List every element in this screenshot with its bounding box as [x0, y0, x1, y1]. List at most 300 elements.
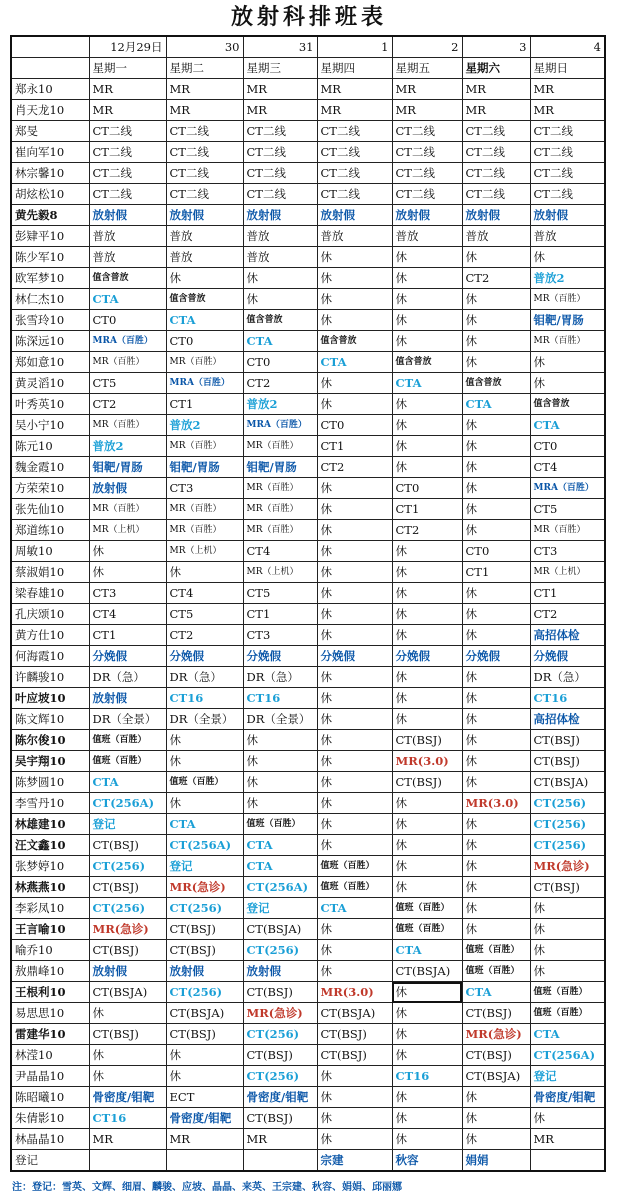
shift-cell[interactable]: 休 — [317, 667, 392, 688]
shift-cell[interactable]: CT4 — [166, 583, 243, 604]
shift-cell[interactable]: CT1 — [462, 562, 530, 583]
shift-cell[interactable]: 休 — [166, 1066, 243, 1087]
shift-cell[interactable]: 分娩假 — [243, 646, 317, 667]
staff-name-cell[interactable]: 林雄建10 — [11, 814, 89, 835]
shift-cell[interactable]: 休 — [462, 1087, 530, 1108]
shift-cell[interactable]: CT(256A) — [243, 877, 317, 898]
staff-name-cell[interactable]: 彭肄平10 — [11, 226, 89, 247]
shift-cell[interactable]: 普放 — [243, 247, 317, 268]
shift-cell[interactable]: CT(256) — [243, 940, 317, 961]
shift-cell[interactable]: CT0 — [166, 331, 243, 352]
shift-cell[interactable]: MR（百胜） — [530, 331, 605, 352]
shift-cell[interactable]: 休 — [462, 709, 530, 730]
shift-cell[interactable]: CT0 — [243, 352, 317, 373]
shift-cell[interactable]: 休 — [317, 268, 392, 289]
shift-cell[interactable]: 值含普放 — [392, 352, 462, 373]
shift-cell[interactable]: CT二线 — [530, 142, 605, 163]
shift-cell[interactable]: 休 — [317, 562, 392, 583]
shift-cell[interactable]: CT(256) — [166, 982, 243, 1003]
shift-cell[interactable]: CT二线 — [243, 163, 317, 184]
shift-cell[interactable]: 放射假 — [89, 961, 166, 982]
shift-cell[interactable]: CT(256) — [530, 793, 605, 814]
shift-cell[interactable]: CT(BSJA) — [462, 1066, 530, 1087]
shift-cell[interactable]: CT(BSJ) — [462, 1003, 530, 1024]
shift-cell[interactable]: CT5 — [530, 499, 605, 520]
staff-name-cell[interactable]: 林燕燕10 — [11, 877, 89, 898]
shift-cell[interactable]: MR（百胜） — [89, 415, 166, 436]
shift-cell[interactable]: CT(256) — [166, 898, 243, 919]
shift-cell[interactable]: 休 — [392, 1045, 462, 1066]
staff-name-cell[interactable]: 许麟骏10 — [11, 667, 89, 688]
shift-cell[interactable]: 休 — [243, 730, 317, 751]
shift-cell[interactable]: 休 — [392, 331, 462, 352]
shift-cell[interactable]: CT二线 — [89, 184, 166, 205]
shift-cell[interactable]: 休 — [392, 688, 462, 709]
shift-cell[interactable]: 休 — [392, 268, 462, 289]
shift-cell[interactable]: CT3 — [89, 583, 166, 604]
staff-name-cell[interactable]: 郑旻 — [11, 121, 89, 142]
shift-cell[interactable]: 休 — [462, 856, 530, 877]
shift-cell[interactable]: 休 — [462, 1108, 530, 1129]
shift-cell[interactable]: 分娩假 — [392, 646, 462, 667]
staff-name-cell[interactable]: 欧军梦10 — [11, 268, 89, 289]
shift-cell[interactable]: 休 — [462, 835, 530, 856]
shift-cell[interactable]: CT(BSJ) — [89, 877, 166, 898]
shift-cell[interactable]: MR — [166, 1129, 243, 1150]
staff-name-cell[interactable]: 雷建华10 — [11, 1024, 89, 1045]
shift-cell[interactable]: 普放 — [89, 226, 166, 247]
shift-cell[interactable]: 休 — [317, 625, 392, 646]
shift-cell[interactable]: 休 — [462, 331, 530, 352]
staff-name-cell[interactable]: 陈少军10 — [11, 247, 89, 268]
shift-cell[interactable] — [530, 1150, 605, 1172]
shift-cell[interactable]: CT(BSJ) — [243, 1108, 317, 1129]
staff-name-cell[interactable]: 肖天龙10 — [11, 100, 89, 121]
shift-cell[interactable]: MR（上机） — [89, 520, 166, 541]
shift-cell[interactable]: CT16 — [243, 688, 317, 709]
shift-cell[interactable]: 钼靶/胃肠 — [89, 457, 166, 478]
shift-cell[interactable]: 值班（百胜） — [317, 877, 392, 898]
shift-cell[interactable]: CT二线 — [243, 121, 317, 142]
shift-cell[interactable]: CT16 — [89, 1108, 166, 1129]
shift-cell[interactable]: DR（全景） — [243, 709, 317, 730]
shift-cell[interactable]: CT2 — [243, 373, 317, 394]
shift-cell[interactable]: CT二线 — [530, 184, 605, 205]
shift-cell[interactable]: 休 — [462, 604, 530, 625]
staff-name-cell[interactable]: 林滢10 — [11, 1045, 89, 1066]
shift-cell[interactable]: 值含普放 — [166, 289, 243, 310]
shift-cell[interactable]: 分娩假 — [530, 646, 605, 667]
shift-cell[interactable]: MR(急诊) — [243, 1003, 317, 1024]
shift-cell[interactable]: 休 — [317, 247, 392, 268]
shift-cell[interactable]: CT16 — [392, 1066, 462, 1087]
shift-cell[interactable]: 休 — [392, 1108, 462, 1129]
shift-cell[interactable]: MR — [317, 79, 392, 100]
shift-cell[interactable]: 休 — [89, 1066, 166, 1087]
shift-cell[interactable]: 休 — [89, 541, 166, 562]
shift-cell[interactable]: 值含普放 — [317, 331, 392, 352]
staff-name-cell[interactable]: 陈尔俊10 — [11, 730, 89, 751]
shift-cell[interactable]: 休 — [317, 730, 392, 751]
shift-cell[interactable]: 休 — [392, 310, 462, 331]
shift-cell[interactable]: 休 — [166, 793, 243, 814]
shift-cell[interactable]: 休 — [530, 961, 605, 982]
shift-cell[interactable]: 值含普放 — [89, 268, 166, 289]
shift-cell[interactable]: MR — [317, 100, 392, 121]
shift-cell[interactable]: MR(急诊) — [462, 1024, 530, 1045]
shift-cell[interactable]: DR（急） — [243, 667, 317, 688]
shift-cell[interactable]: CT二线 — [89, 121, 166, 142]
shift-cell[interactable]: MR（百胜） — [166, 352, 243, 373]
shift-cell[interactable]: 休 — [392, 1129, 462, 1150]
shift-cell[interactable]: 休 — [317, 604, 392, 625]
shift-cell[interactable]: 休 — [462, 898, 530, 919]
shift-cell[interactable]: CT3 — [243, 625, 317, 646]
shift-cell[interactable]: CT二线 — [462, 163, 530, 184]
shift-cell[interactable]: CT2 — [89, 394, 166, 415]
shift-cell[interactable]: CT0 — [392, 478, 462, 499]
shift-cell[interactable]: CT二线 — [166, 121, 243, 142]
shift-cell[interactable]: MR(急诊) — [166, 877, 243, 898]
shift-cell[interactable]: CT二线 — [166, 163, 243, 184]
shift-cell[interactable]: CT4 — [243, 541, 317, 562]
shift-cell[interactable]: MR（百胜） — [243, 478, 317, 499]
shift-cell[interactable]: CT二线 — [166, 184, 243, 205]
shift-cell[interactable]: 值含普放 — [462, 373, 530, 394]
shift-cell[interactable]: 高招体检 — [530, 625, 605, 646]
shift-cell[interactable]: 休 — [317, 394, 392, 415]
shift-cell[interactable]: 休 — [462, 352, 530, 373]
shift-cell[interactable]: 休 — [317, 289, 392, 310]
shift-cell[interactable]: 放射假 — [317, 205, 392, 226]
shift-cell[interactable]: MR（上机） — [530, 562, 605, 583]
shift-cell[interactable]: CT(BSJ) — [317, 1024, 392, 1045]
shift-cell[interactable]: 休 — [317, 772, 392, 793]
shift-cell[interactable]: 普放 — [530, 226, 605, 247]
shift-cell[interactable]: MR（上机） — [243, 562, 317, 583]
shift-cell[interactable]: 休 — [392, 541, 462, 562]
shift-cell[interactable]: 休 — [317, 835, 392, 856]
staff-name-cell[interactable]: 叶秀英10 — [11, 394, 89, 415]
shift-cell[interactable]: DR（急） — [89, 667, 166, 688]
shift-cell[interactable]: CT5 — [166, 604, 243, 625]
shift-cell[interactable] — [243, 1150, 317, 1172]
shift-cell[interactable]: CTA — [166, 310, 243, 331]
staff-name-cell[interactable]: 吴小宁10 — [11, 415, 89, 436]
shift-cell[interactable]: MR（上机） — [166, 541, 243, 562]
shift-cell[interactable]: 普放2 — [530, 268, 605, 289]
shift-cell[interactable]: CT(BSJA) — [317, 1003, 392, 1024]
shift-cell[interactable]: 休 — [392, 856, 462, 877]
staff-name-cell[interactable]: 何海霞10 — [11, 646, 89, 667]
shift-cell[interactable]: 休 — [392, 709, 462, 730]
staff-name-cell[interactable]: 陈昭曦10 — [11, 1087, 89, 1108]
shift-cell[interactable]: 休 — [392, 625, 462, 646]
shift-cell[interactable]: MR — [462, 79, 530, 100]
shift-cell[interactable]: 普放 — [317, 226, 392, 247]
staff-name-cell[interactable]: 梁春雄10 — [11, 583, 89, 604]
shift-cell[interactable]: 放射假 — [89, 205, 166, 226]
shift-cell[interactable]: 放射假 — [243, 961, 317, 982]
shift-cell[interactable]: 休 — [317, 373, 392, 394]
shift-cell[interactable]: CT(BSJ) — [89, 1024, 166, 1045]
shift-cell[interactable]: CT(256) — [530, 814, 605, 835]
shift-cell[interactable]: MR（百胜） — [89, 499, 166, 520]
shift-cell[interactable]: 分娩假 — [166, 646, 243, 667]
shift-cell[interactable]: CT二线 — [89, 163, 166, 184]
shift-cell[interactable]: CT二线 — [392, 163, 462, 184]
shift-cell[interactable]: CTA — [317, 352, 392, 373]
staff-name-cell[interactable]: 张梦婷10 — [11, 856, 89, 877]
staff-name-cell[interactable]: 登记 — [11, 1150, 89, 1172]
shift-cell[interactable]: CT(256) — [530, 835, 605, 856]
shift-cell[interactable]: 休 — [530, 1108, 605, 1129]
shift-cell[interactable]: 普放 — [462, 226, 530, 247]
shift-cell[interactable]: 休 — [89, 1003, 166, 1024]
shift-cell[interactable]: 休 — [317, 1108, 392, 1129]
shift-cell[interactable]: 分娩假 — [462, 646, 530, 667]
shift-cell[interactable]: 休 — [462, 667, 530, 688]
shift-cell[interactable]: 休 — [89, 562, 166, 583]
shift-cell[interactable]: 休 — [462, 436, 530, 457]
shift-cell[interactable]: CTA — [530, 1024, 605, 1045]
shift-cell[interactable]: 休 — [462, 751, 530, 772]
shift-cell[interactable]: CT0 — [317, 415, 392, 436]
shift-cell[interactable]: MR — [243, 1129, 317, 1150]
shift-cell[interactable]: 值含普放 — [243, 310, 317, 331]
shift-cell[interactable]: CT(BSJ) — [166, 940, 243, 961]
staff-name-cell[interactable]: 陈梦圆10 — [11, 772, 89, 793]
shift-cell[interactable]: MR（百胜） — [243, 436, 317, 457]
shift-cell[interactable]: CT二线 — [392, 121, 462, 142]
staff-name-cell[interactable]: 林仁杰10 — [11, 289, 89, 310]
shift-cell[interactable]: 钼靶/胃肠 — [530, 310, 605, 331]
shift-cell[interactable]: CT1 — [392, 499, 462, 520]
shift-cell[interactable]: CT1 — [530, 583, 605, 604]
staff-name-cell[interactable]: 张先仙10 — [11, 499, 89, 520]
shift-cell[interactable]: 登记 — [530, 1066, 605, 1087]
shift-cell[interactable]: 休 — [317, 1129, 392, 1150]
shift-cell[interactable]: 骨密度/钼靶 — [530, 1087, 605, 1108]
shift-cell[interactable]: MRA（百胜） — [243, 415, 317, 436]
shift-cell[interactable]: CT2 — [462, 268, 530, 289]
shift-cell[interactable]: CT(256) — [89, 856, 166, 877]
shift-cell[interactable]: CT二线 — [317, 142, 392, 163]
shift-cell[interactable]: 高招体检 — [530, 709, 605, 730]
shift-cell[interactable]: 普放2 — [89, 436, 166, 457]
shift-cell[interactable]: CT(BSJA) — [166, 1003, 243, 1024]
shift-cell[interactable]: CT(BSJ) — [530, 877, 605, 898]
shift-cell[interactable]: CT(BSJ) — [166, 919, 243, 940]
shift-cell[interactable]: 值班（百胜） — [317, 856, 392, 877]
shift-cell[interactable]: MR（百胜） — [530, 289, 605, 310]
shift-cell[interactable]: 休 — [166, 1045, 243, 1066]
shift-cell[interactable]: MR（百胜） — [166, 499, 243, 520]
shift-cell[interactable]: MR — [392, 100, 462, 121]
shift-cell[interactable]: CT二线 — [317, 121, 392, 142]
shift-cell[interactable]: CT(256A) — [530, 1045, 605, 1066]
shift-cell[interactable]: CT4 — [89, 604, 166, 625]
shift-cell[interactable] — [166, 1150, 243, 1172]
shift-cell[interactable]: 休 — [462, 499, 530, 520]
shift-cell[interactable]: MR — [243, 79, 317, 100]
shift-cell[interactable]: CT(256A) — [166, 835, 243, 856]
shift-cell[interactable]: CT(256) — [243, 1024, 317, 1045]
shift-cell[interactable]: MR — [89, 79, 166, 100]
shift-cell[interactable]: CT二线 — [462, 121, 530, 142]
shift-cell[interactable]: CT(BSJ) — [243, 982, 317, 1003]
shift-cell[interactable]: 休 — [317, 709, 392, 730]
shift-cell[interactable]: 骨密度/钼靶 — [89, 1087, 166, 1108]
shift-cell[interactable]: CT二线 — [530, 163, 605, 184]
shift-cell[interactable]: CT(256) — [243, 1066, 317, 1087]
shift-cell[interactable]: 休 — [462, 1129, 530, 1150]
staff-name-cell[interactable]: 汪文鑫10 — [11, 835, 89, 856]
shift-cell[interactable]: 休 — [317, 751, 392, 772]
shift-cell[interactable]: CT(BSJA) — [89, 982, 166, 1003]
shift-cell[interactable]: CT二线 — [166, 142, 243, 163]
shift-cell[interactable]: 休 — [392, 604, 462, 625]
shift-cell[interactable]: 休 — [392, 814, 462, 835]
shift-cell[interactable]: 放射假 — [89, 478, 166, 499]
shift-cell[interactable]: CT(BSJ) — [89, 940, 166, 961]
shift-cell[interactable]: MRA（百胜） — [530, 478, 605, 499]
shift-cell[interactable]: CT2 — [317, 457, 392, 478]
shift-cell[interactable]: 休 — [317, 478, 392, 499]
shift-cell[interactable]: MRA（百胜） — [166, 373, 243, 394]
shift-cell[interactable]: CT16 — [530, 688, 605, 709]
shift-cell[interactable]: 普放 — [392, 226, 462, 247]
shift-cell[interactable]: CT二线 — [317, 184, 392, 205]
shift-cell[interactable]: MR — [243, 100, 317, 121]
shift-cell[interactable]: CT(BSJ) — [392, 772, 462, 793]
shift-cell[interactable]: 放射假 — [166, 205, 243, 226]
shift-cell[interactable]: 分娩假 — [89, 646, 166, 667]
staff-name-cell[interactable]: 林晶晶10 — [11, 1129, 89, 1150]
shift-cell[interactable]: MR(3.0) — [392, 751, 462, 772]
shift-cell[interactable]: MR — [530, 1129, 605, 1150]
staff-name-cell[interactable]: 郑道练10 — [11, 520, 89, 541]
shift-cell[interactable]: 放射假 — [530, 205, 605, 226]
shift-cell[interactable]: 休 — [243, 793, 317, 814]
shift-cell[interactable]: 普放 — [243, 226, 317, 247]
shift-cell[interactable]: 休 — [392, 415, 462, 436]
shift-cell[interactable]: 休 — [243, 268, 317, 289]
staff-name-cell[interactable]: 李彩凤10 — [11, 898, 89, 919]
shift-cell[interactable]: 休 — [243, 751, 317, 772]
staff-name-cell[interactable]: 林宗馨10 — [11, 163, 89, 184]
shift-cell[interactable]: MR — [392, 79, 462, 100]
shift-cell[interactable]: CTA — [243, 331, 317, 352]
staff-name-cell[interactable]: 胡炫松10 — [11, 184, 89, 205]
shift-cell[interactable]: 值含普放 — [530, 394, 605, 415]
shift-cell[interactable]: 休 — [317, 919, 392, 940]
shift-cell[interactable]: 休 — [462, 814, 530, 835]
shift-cell[interactable]: DR（全景） — [166, 709, 243, 730]
shift-cell[interactable]: 休 — [530, 919, 605, 940]
shift-cell[interactable]: 值班（百胜） — [530, 1003, 605, 1024]
shift-cell[interactable]: 休 — [392, 835, 462, 856]
shift-cell[interactable]: MR(急诊) — [530, 856, 605, 877]
shift-cell[interactable]: CT(BSJA) — [530, 772, 605, 793]
shift-cell[interactable]: 放射假 — [462, 205, 530, 226]
shift-cell[interactable]: CT3 — [530, 541, 605, 562]
staff-name-cell[interactable]: 吴宇翔10 — [11, 751, 89, 772]
shift-cell[interactable]: CT二线 — [462, 184, 530, 205]
shift-cell[interactable]: DR（全景） — [89, 709, 166, 730]
staff-name-cell[interactable]: 敖鼎峰10 — [11, 961, 89, 982]
shift-cell[interactable]: 休 — [392, 394, 462, 415]
shift-cell[interactable]: MR（百胜） — [243, 499, 317, 520]
shift-cell[interactable]: DR（急） — [530, 667, 605, 688]
staff-name-cell[interactable]: 魏金霞10 — [11, 457, 89, 478]
shift-cell[interactable]: 休 — [392, 1003, 462, 1024]
staff-name-cell[interactable]: 黄先毅8 — [11, 205, 89, 226]
shift-cell[interactable]: 普放2 — [166, 415, 243, 436]
shift-cell[interactable]: CT0 — [530, 436, 605, 457]
shift-cell[interactable]: 休 — [530, 247, 605, 268]
shift-cell[interactable]: 骨密度/钼靶 — [243, 1087, 317, 1108]
shift-cell[interactable]: 休 — [392, 436, 462, 457]
shift-cell[interactable]: CTA — [392, 940, 462, 961]
shift-cell[interactable]: MR — [530, 79, 605, 100]
shift-cell[interactable]: DR（急） — [166, 667, 243, 688]
shift-cell[interactable]: 登记 — [243, 898, 317, 919]
shift-cell[interactable]: 休 — [462, 310, 530, 331]
shift-cell[interactable]: 普放 — [166, 247, 243, 268]
shift-cell[interactable]: MR(3.0) — [317, 982, 392, 1003]
shift-cell[interactable]: CT4 — [530, 457, 605, 478]
shift-cell[interactable]: MR — [89, 1129, 166, 1150]
staff-name-cell[interactable]: 尹晶晶10 — [11, 1066, 89, 1087]
shift-cell[interactable]: 娟娟 — [462, 1150, 530, 1172]
shift-cell[interactable]: 普放2 — [243, 394, 317, 415]
shift-cell[interactable]: CT二线 — [317, 163, 392, 184]
shift-cell[interactable]: 休 — [243, 289, 317, 310]
shift-cell[interactable]: CT二线 — [462, 142, 530, 163]
staff-name-cell[interactable]: 王言喻10 — [11, 919, 89, 940]
shift-cell[interactable]: CT(BSJA) — [392, 961, 462, 982]
shift-cell[interactable]: 休 — [462, 877, 530, 898]
staff-name-cell[interactable]: 叶应坡10 — [11, 688, 89, 709]
shift-cell[interactable]: 休 — [392, 1024, 462, 1045]
shift-cell[interactable]: MR — [166, 100, 243, 121]
shift-cell[interactable]: 休 — [317, 583, 392, 604]
staff-name-cell[interactable]: 黄灵滔10 — [11, 373, 89, 394]
shift-cell[interactable]: CT(BSJ) — [317, 1045, 392, 1066]
shift-cell[interactable]: MR（百胜） — [166, 520, 243, 541]
shift-cell[interactable]: CT5 — [243, 583, 317, 604]
shift-cell[interactable]: 骨密度/钼靶 — [166, 1108, 243, 1129]
shift-cell[interactable]: 休 — [317, 499, 392, 520]
shift-cell[interactable]: 分娩假 — [317, 646, 392, 667]
shift-cell[interactable]: CT5 — [89, 373, 166, 394]
staff-name-cell[interactable]: 黄方仕10 — [11, 625, 89, 646]
shift-cell[interactable]: MR(3.0) — [462, 793, 530, 814]
shift-cell[interactable]: 休 — [462, 688, 530, 709]
shift-cell[interactable]: 休 — [317, 1066, 392, 1087]
shift-cell[interactable]: 休 — [530, 373, 605, 394]
staff-name-cell[interactable]: 孔庆颂10 — [11, 604, 89, 625]
shift-cell[interactable]: 休 — [462, 247, 530, 268]
shift-cell[interactable]: CTA — [89, 289, 166, 310]
shift-cell[interactable]: 休 — [243, 772, 317, 793]
shift-cell[interactable]: CT1 — [243, 604, 317, 625]
shift-cell[interactable]: 普放 — [166, 226, 243, 247]
shift-cell[interactable]: ECT — [166, 1087, 243, 1108]
shift-cell[interactable]: 休 — [392, 562, 462, 583]
shift-cell[interactable]: CT(BSJ) — [89, 835, 166, 856]
